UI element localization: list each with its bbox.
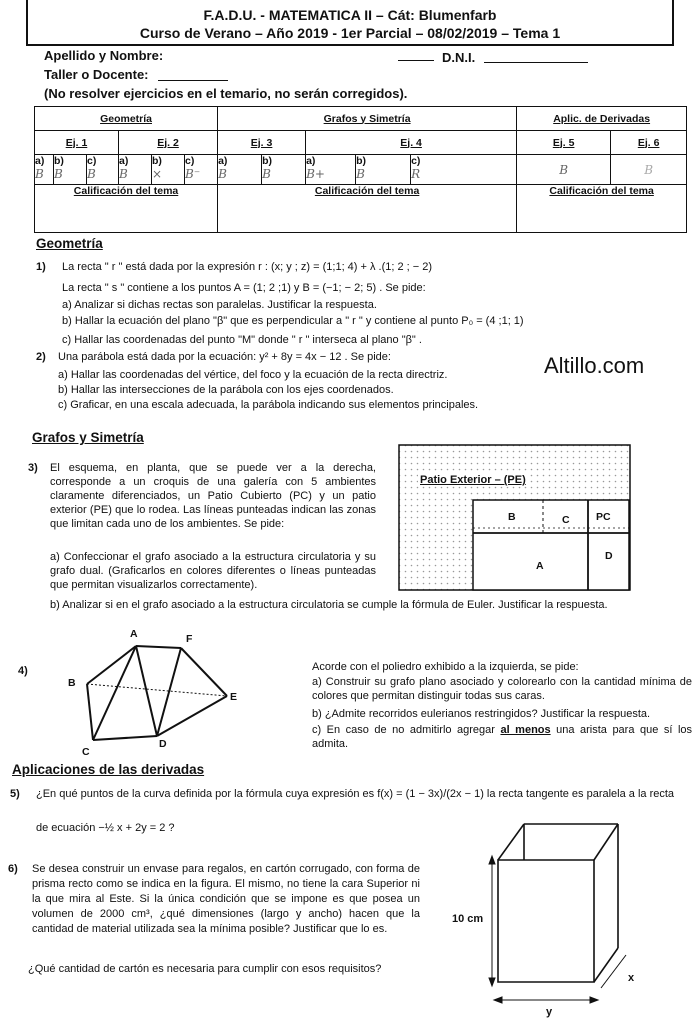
watermark: Altillo.com (544, 353, 645, 378)
section-grafos: Grafos y Simetría (32, 430, 144, 445)
exercise-1b: b) Hallar la ecuación del plano "β" que es perpendicular a " r " y contiene al punto P₀ = (4 ;1; 1) (62, 315, 524, 327)
mark-2b: × (152, 167, 163, 181)
exercise-5-number: 5) (10, 788, 20, 800)
mark-2a: B (119, 167, 128, 181)
mark-3b: B (262, 167, 271, 181)
mark-1c: B (87, 167, 96, 181)
polyhedron-figure (75, 640, 245, 750)
exercise-5-text2: de ecuación −½ x + 2y = 2 ? (36, 822, 175, 834)
grading-grid (34, 106, 687, 233)
plan-label-pc: PC (596, 511, 611, 523)
apellido-field[interactable] (398, 60, 434, 61)
exercise-1: Ej. 1 (35, 131, 119, 155)
plan-label-d: D (605, 550, 613, 562)
exercise-2a: a) Hallar las coordenadas del vértice, del foco y la ecuación de la recta directriz. (58, 369, 448, 381)
mark-1b: B (54, 167, 63, 181)
exercise-2b: b) Hallar las intersecciones de la parábola con los ejes coordenados. (58, 384, 394, 396)
taller-label: Taller o Docente: (44, 67, 149, 82)
plan-label-c: C (562, 514, 570, 526)
header-subtitle: Curso de Verano – Año 2019 - 1er Parcial – 08/02/2019 – Tema 1 (139, 25, 561, 41)
mark-5: B (559, 162, 569, 177)
grade-geometria: Calificación del tema (35, 185, 218, 233)
grade-derivadas: Calificación del tema (517, 185, 687, 233)
section-derivadas: Aplicaciones de las derivadas (12, 762, 205, 777)
exercise-3: Ej. 3 (218, 131, 306, 155)
exercise-1a: a) Analizar si dichas rectas son paralelas. Justificar la respuesta. (62, 299, 377, 311)
part-2b: b) (152, 155, 162, 167)
exercise-4c (312, 723, 692, 751)
exercise-1-text: La recta " r " está dada por la expresión r : (x; y ; z) = (1;1; 4) + λ .(1; 2 ; − 2) (62, 261, 433, 273)
part-4b: b) (356, 155, 366, 167)
exercise-6: Ej. 6 (611, 131, 687, 155)
exercise-6-number: 6) (8, 863, 18, 875)
exercise-1-text2: La recta " s " contiene a los puntos A = (1; 2 ;1) y B = (−1; − 2; 5) . Se pide: (62, 282, 426, 294)
exercise-4: Ej. 4 (306, 131, 517, 155)
group-derivadas: Aplic. de Derivadas (517, 107, 687, 131)
exercise-3-number: 3) (28, 462, 38, 474)
exercise-2: Ej. 2 (119, 131, 218, 155)
mark-2c: B⁻ (185, 167, 201, 181)
mark-3a: B (218, 167, 227, 181)
mark-4c: R (411, 167, 421, 181)
plan-label-b: B (508, 511, 516, 523)
mark-4b: B (356, 167, 365, 181)
mark-1a: B (35, 167, 44, 181)
part-2a: a) (119, 155, 129, 167)
mark-6: B (644, 162, 654, 177)
box-y-label: y (546, 1006, 553, 1018)
dni-label: D.N.I. (442, 50, 476, 65)
apellido-label: Apellido y Nombre: (44, 48, 164, 63)
instructions-note: (No resolver ejercicios en el temario, no serán corregidos). (44, 86, 408, 101)
exercise-3b: b) Analizar si en el grafo asociado a la estructura circulatoria se cumple la fórmula de Euler. Justificar la respuesta. (50, 599, 608, 611)
exercise-4c-pre: c) En caso de no admitirlo agregar (312, 724, 501, 736)
exercise-2-text: Una parábola está dada por la ecuación: y² + 8y = 4x − 12 . Se pide: (58, 351, 391, 363)
mark-4a: B+ (306, 167, 325, 181)
exercise-4-intro: Acorde con el poliedro exhibido a la izquierda, se pide: (312, 661, 579, 673)
exercise-4-number: 4) (18, 665, 28, 677)
part-3b: b) (262, 155, 272, 167)
poly-vertex-c: C (82, 746, 90, 758)
box-height-label: 10 cm (452, 913, 484, 925)
grade-grafos: Calificación del tema (218, 185, 517, 233)
part-2c: c) (185, 155, 195, 167)
part-1b: b) (54, 155, 64, 167)
part-4c: c) (411, 155, 421, 167)
plan-label-a: A (536, 560, 544, 572)
header-title: F.A.D.U. - MATEMATICA II – Cát: Blumenfarb (203, 7, 497, 23)
group-geometria: Geometría (35, 107, 218, 131)
poly-vertex-b: B (68, 677, 76, 689)
exercise-2c: c) Graficar, en una escala adecuada, la parábola indicando sus elementos principales. (58, 399, 479, 411)
box-figure (480, 818, 640, 1024)
part-1c: c) (87, 155, 97, 167)
exercise-4c-post: una arista para que sí los admita. (312, 724, 692, 750)
exercise-6-text2: ¿Qué cantidad de cartón es necesaria para cumplir con esos requisitos? (28, 963, 382, 975)
exercise-5: Ej. 5 (517, 131, 611, 155)
poly-vertex-a: A (130, 628, 138, 640)
poly-vertex-f: F (186, 633, 193, 645)
exercise-1c: c) Hallar las coordenadas del punto "M" donde " r " interseca al plano "β" . (62, 334, 422, 346)
part-3a: a) (218, 155, 228, 167)
plan-label-pe: Patio Exterior – (PE) (420, 474, 526, 486)
part-4a: a) (306, 155, 316, 167)
exercise-6-text: Se desea construir un envase para regalos, en cartón corrugado, con forma de prisma recto como se indica en la figura. El mismo, no tiene la cara Superior ni la que mira al Este. Si la única condición que se impone es que posea un volumen de 2000 cm³, ¿qué dimensiones (largo y ancho) hacen que la cantidad de material utilizada sea la mínima posible? Justificar que lo es. (32, 863, 420, 935)
exercise-4b: b) ¿Admite recorridos eulerianos restringidos? Justificar la respuesta. (312, 708, 651, 720)
exercise-2-number: 2) (36, 351, 46, 363)
box-x-label: x (628, 972, 635, 984)
dni-field[interactable] (484, 62, 588, 63)
group-grafos: Grafos y Simetría (218, 107, 517, 131)
part-1a: a) (35, 155, 45, 167)
exercise-4c-emphasis: al menos (500, 724, 551, 736)
poly-vertex-d: D (159, 738, 167, 750)
exercise-3-text: El esquema, en planta, que se puede ver a la derecha, corresponde a un croquis de una galería con 5 ambientes claramente diferenciados, un Patio Cubierto (PC) y un patio exterior (PE) que lo rodea. Las líneas punteadas indican las zonas que limitan cada uno de los ambientes. Se pide: (50, 462, 376, 530)
exercise-1-number: 1) (36, 261, 46, 273)
exercise-5-text: ¿En qué puntos de la curva definida por la fórmula cuya expresión es f(x) = (1 − 3x)/(2x − 1) la recta tangente es paralela a la recta (36, 788, 675, 800)
section-geometria: Geometría (36, 236, 103, 251)
exam-header (26, 0, 674, 46)
taller-field[interactable] (158, 80, 228, 81)
poly-vertex-e: E (230, 691, 238, 703)
exercise-3a: a) Confeccionar el grafo asociado a la estructura circulatoria y su grafo dual. (Graficarlos en colores diferentes o líneas punteadas que permitan visualizarlos correctamente). (50, 551, 376, 591)
exercise-4a: a) Construir su grafo plano asociado y colorearlo con la cantidad mínima de colores que permitan distinguir todas sus caras. (312, 676, 692, 702)
